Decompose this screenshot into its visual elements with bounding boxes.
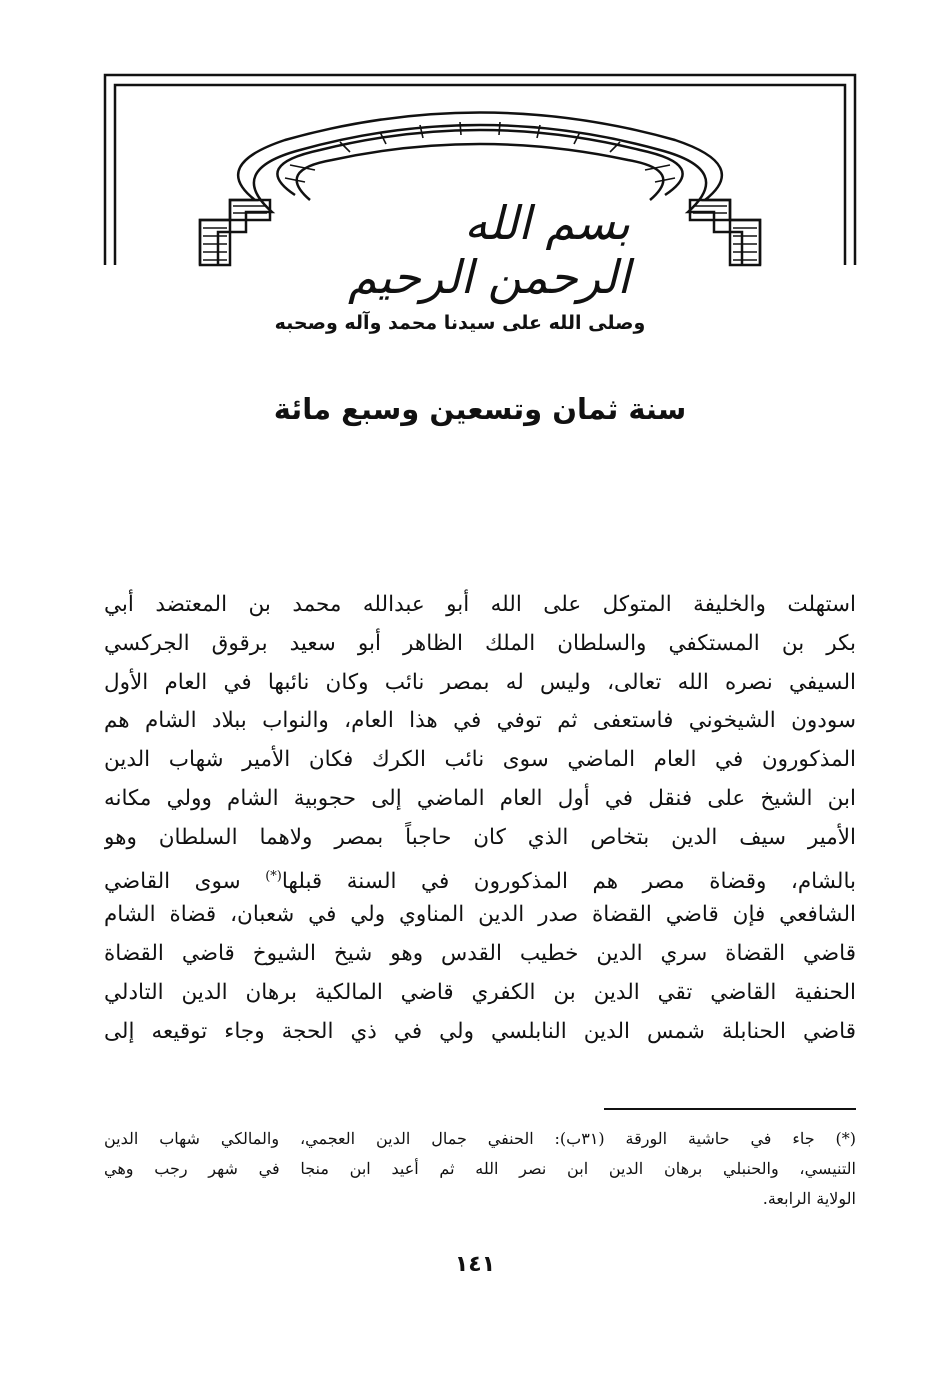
body-line-2: بكر بن المستكفي والسلطان الملك الظاهر أبو سعيد برقوق الجركسي — [104, 630, 856, 656]
section-heading: سنة ثمان وتسعين وسبع مائة — [273, 392, 687, 426]
footnote-line-2: التنيسي، والحنبلي برهان الدين ابن نصر الله ثم أعيد ابن منجا في شهر رجب وهي — [104, 1159, 856, 1178]
footnote-line-1: (*) جاء في حاشية الورقة (٣١ب): الحنفي جمال الدين العجمي، والمالكي شهاب الدين — [104, 1129, 856, 1148]
footnote-line-3: الولاية الرابعة. — [762, 1189, 856, 1208]
body-line-8 — [104, 858, 856, 897]
page-number: ١٤١ — [454, 1252, 496, 1277]
basmala-calligraphy: بسم الله الرحمن الرحيم — [348, 196, 630, 304]
body-line-10: قاضي القضاة سري الدين خطيب القدس وهو شيخ الشيوخ قاضي القضاة — [104, 941, 856, 967]
salutation-line: وصلى الله على سيدنا محمد وآله وصحبه — [274, 312, 646, 334]
body-line-9: الشافعي فإن قاضي القضاة صدر الدين المناوي ولي في شعبان، قضاة الشام — [104, 902, 856, 928]
body-line-12: قاضي الحنابلة شمس الدين النابلسي ولي في ذي الحجة وجاء توقيعه إلى — [104, 1018, 856, 1044]
body-line-8-tail: سوى القاضي — [104, 868, 241, 894]
body-paragraph — [104, 586, 856, 1052]
body-line-3: السيفي نصره الله تعالى، وليس له بمصر نائب وكان نائبها في العام الأول — [104, 669, 856, 695]
body-line-4: سودون الشيخوني فاستعفى ثم توفي في هذا العام، والنواب ببلاد الشام هم — [104, 708, 856, 734]
body-line-11: الحنفية القاضي تقي الدين بن الكفري قاضي المالكية برهان الدين التادلي — [104, 979, 856, 1005]
body-line-1: استهلت والخليفة المتوكل على الله أبو عبدالله محمد بن المعتضد أبي — [104, 592, 856, 617]
body-line-8-text: بالشام، وقضاة مصر هم المذكورون في السنة قبلها — [281, 868, 856, 894]
footnote — [104, 1124, 856, 1214]
body-line-6: ابن الشيخ على فنقل في أول العام الماضي إلى حجوبية الشام وولي مكانه — [104, 785, 856, 811]
footnote-reference: (*) — [265, 868, 282, 884]
body-line-7: الأمير سيف الدين بتخاص الذي كان حاجباً بمصر ولاهما السلطان وهو — [104, 824, 856, 850]
body-line-5: المذكورون في العام الماضي سوى نائب الكرك فكان الأمير شهاب الدين — [104, 747, 856, 773]
footnote-divider — [604, 1108, 856, 1110]
